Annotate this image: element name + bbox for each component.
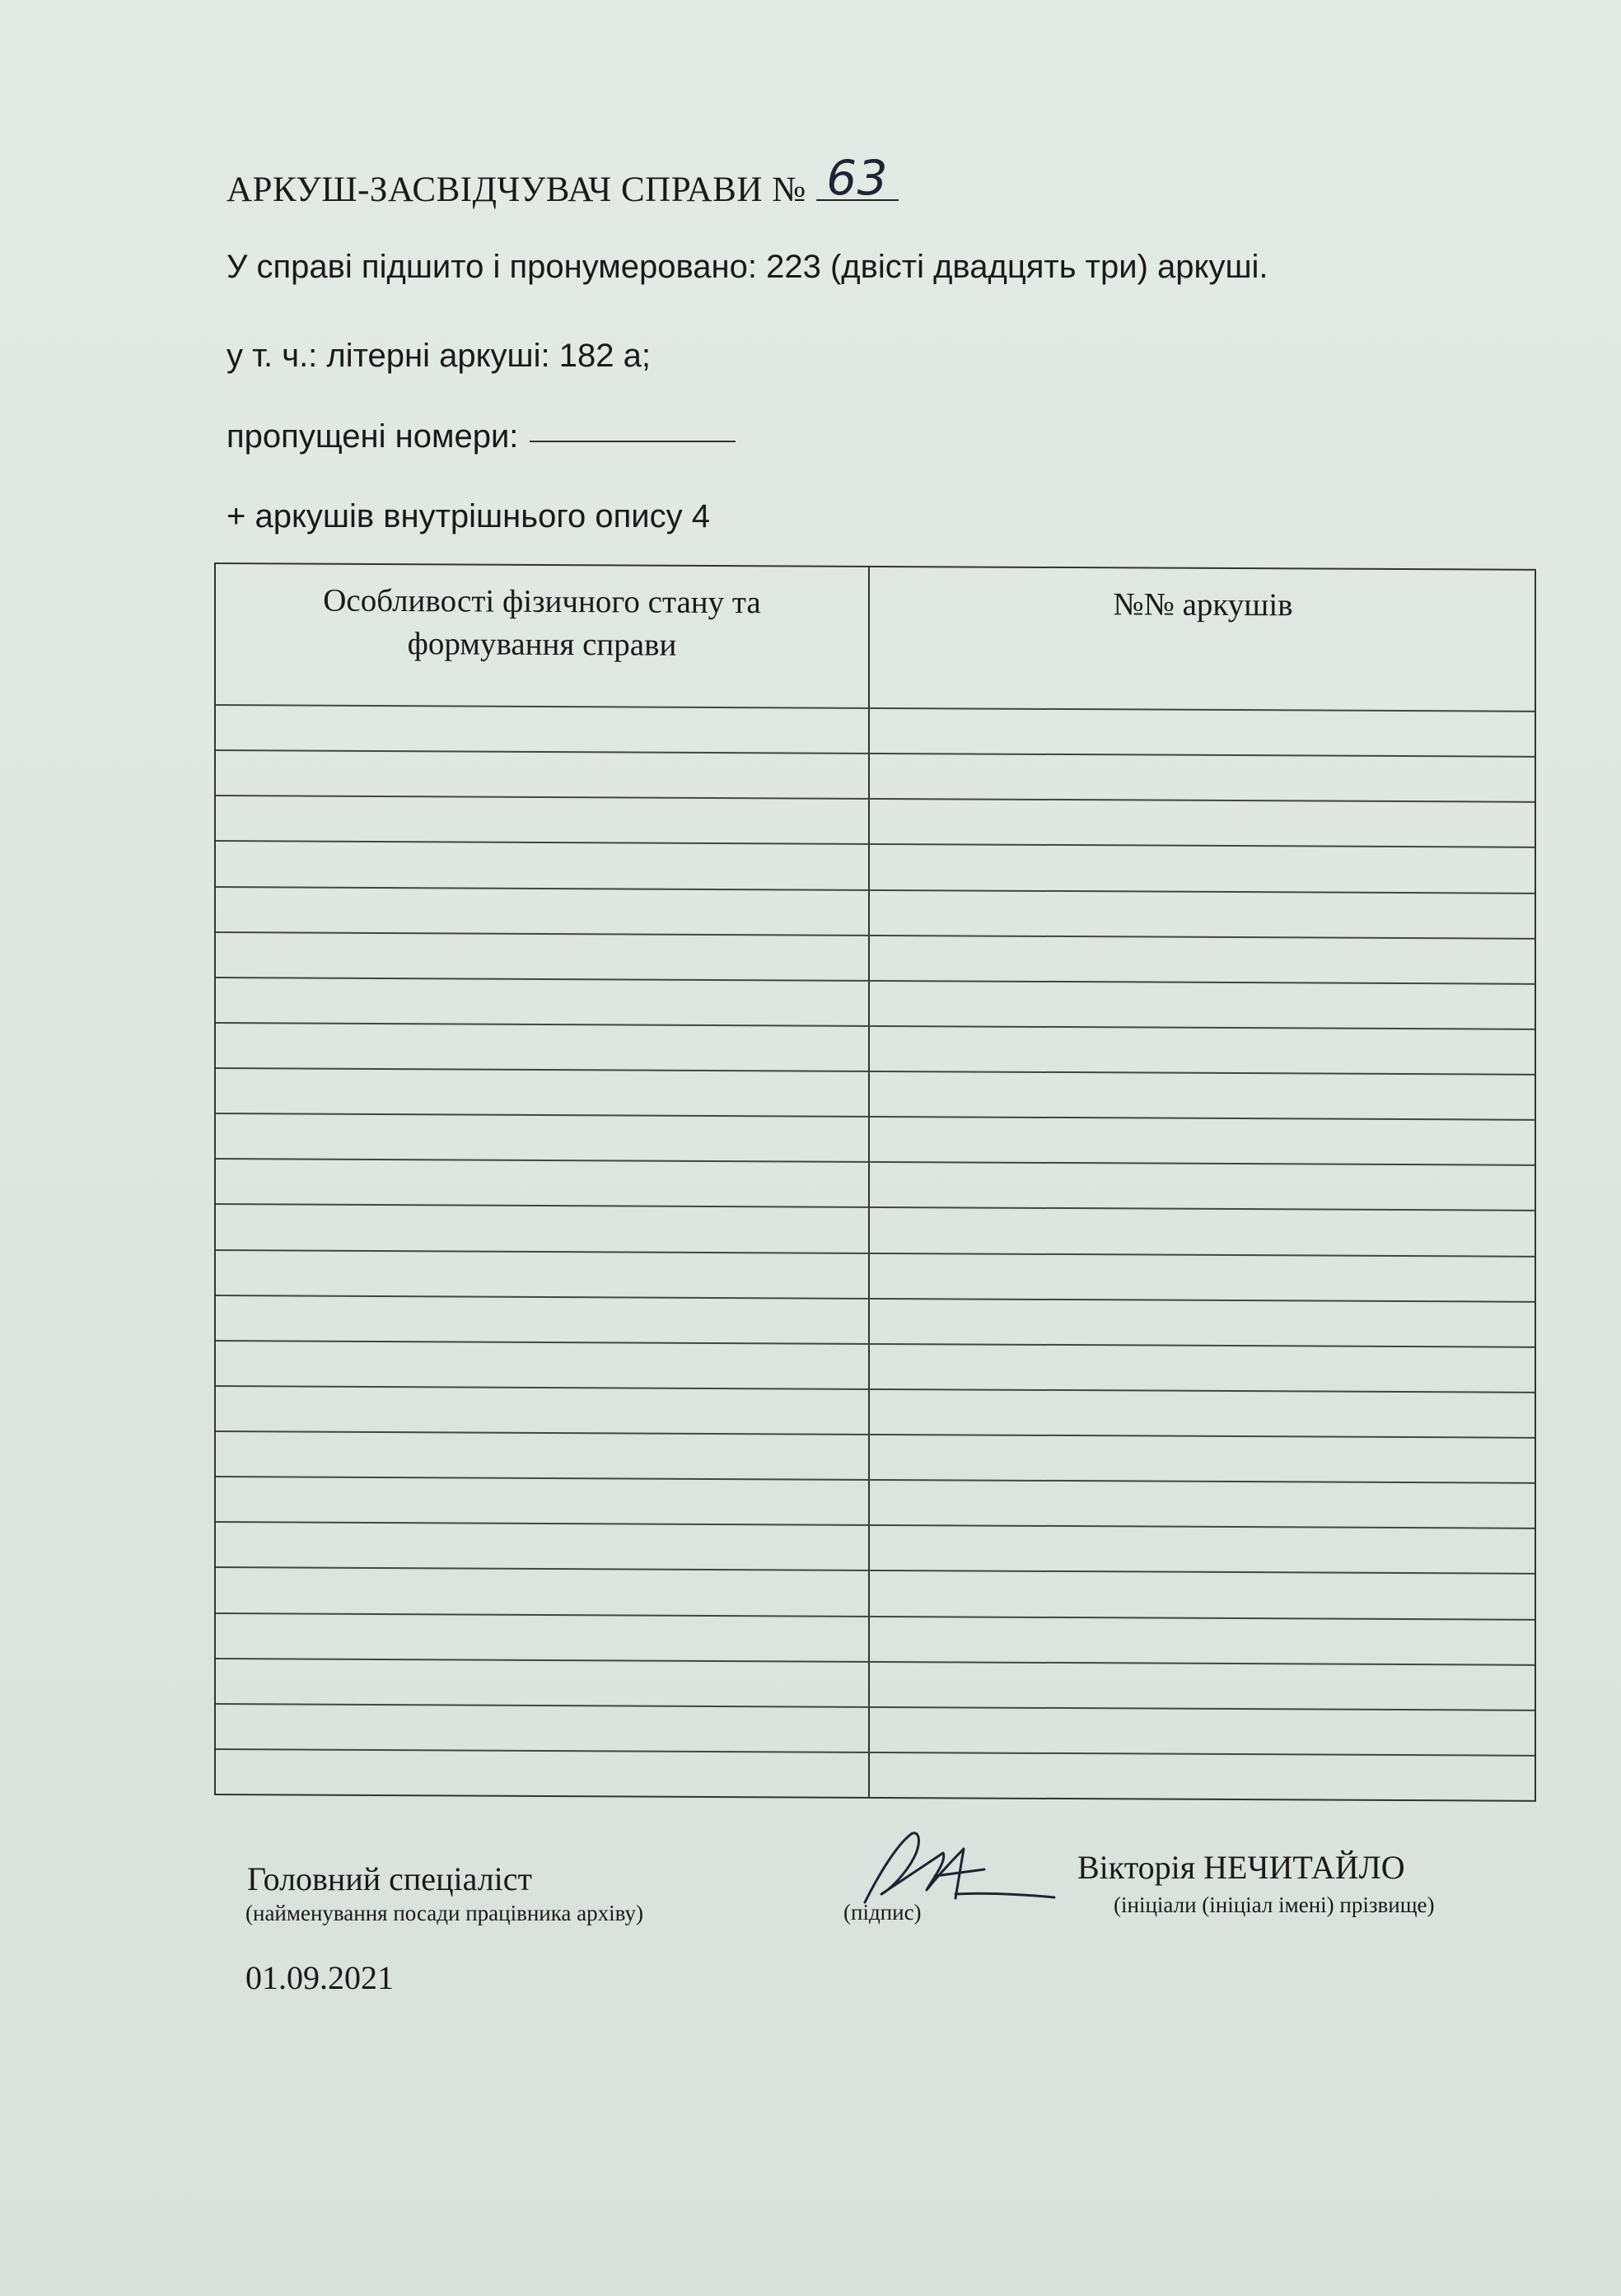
header-condition-line2: формування справи	[407, 626, 677, 663]
table-row-line	[216, 1067, 1535, 1076]
table-row-line	[216, 1476, 1535, 1484]
table-row-line	[216, 1340, 1535, 1348]
table-row-line	[216, 886, 1535, 894]
document-title	[227, 150, 899, 210]
table-row-line	[216, 1430, 1535, 1439]
header-sheet-numbers: №№ аркушів	[1113, 586, 1293, 623]
condition-table	[214, 562, 1536, 1802]
table-row-line	[216, 1022, 1535, 1030]
table-row-line	[216, 1203, 1535, 1211]
table-row-line	[216, 1295, 1535, 1303]
signer-name: Вікторія НЕЧИТАЙЛО	[1077, 1849, 1405, 1886]
table-row-line	[216, 704, 1535, 712]
table-row-line	[216, 1158, 1535, 1166]
table-row-line	[216, 1566, 1535, 1575]
sheets-count-line: У справі підшито і пронумеровано: 223 (двісті двадцять три) аркуші.	[227, 249, 1268, 285]
table-row-line	[216, 1385, 1535, 1393]
inner-inventory-line: + аркушів внутрішнього опису 4	[227, 498, 710, 534]
table-row-line	[216, 1612, 1535, 1621]
signature-caption: (підпис)	[843, 1900, 922, 1925]
table-row-line	[216, 1249, 1535, 1258]
table-row-line	[216, 795, 1535, 803]
missing-numbers-line	[227, 418, 736, 455]
letter-sheets-line: у т. ч.: літерні аркуші: 182 а;	[227, 338, 651, 374]
table-row-line	[216, 840, 1535, 848]
signer-name-caption: (ініціали (ініціал імені) прізвище)	[1114, 1892, 1435, 1917]
header-condition	[216, 579, 868, 668]
missing-numbers-blank	[530, 441, 736, 442]
table-row-line	[216, 1658, 1535, 1666]
table-row-line	[216, 1748, 1535, 1757]
table-row-line	[216, 1113, 1535, 1121]
table-row-line	[216, 931, 1535, 940]
table-row-line	[216, 1521, 1535, 1529]
table-row-line	[216, 749, 1535, 758]
column-divider	[868, 567, 870, 1797]
missing-numbers-label: пропущені номери:	[227, 418, 519, 455]
table-row-line	[216, 977, 1535, 985]
header-condition-line1: Особливості фізичного стану та	[323, 582, 761, 621]
document-date: 01.09.2021	[245, 1959, 394, 1996]
position-title: Головний спеціаліст	[247, 1860, 532, 1897]
case-number-handwritten: 63	[816, 156, 899, 201]
table-row-line	[216, 1703, 1535, 1711]
position-caption: (найменування посади працівника архіву)	[245, 1901, 643, 1925]
title-text: АРКУШ-ЗАСВІДЧУВАЧ СПРАВИ №	[227, 170, 806, 209]
